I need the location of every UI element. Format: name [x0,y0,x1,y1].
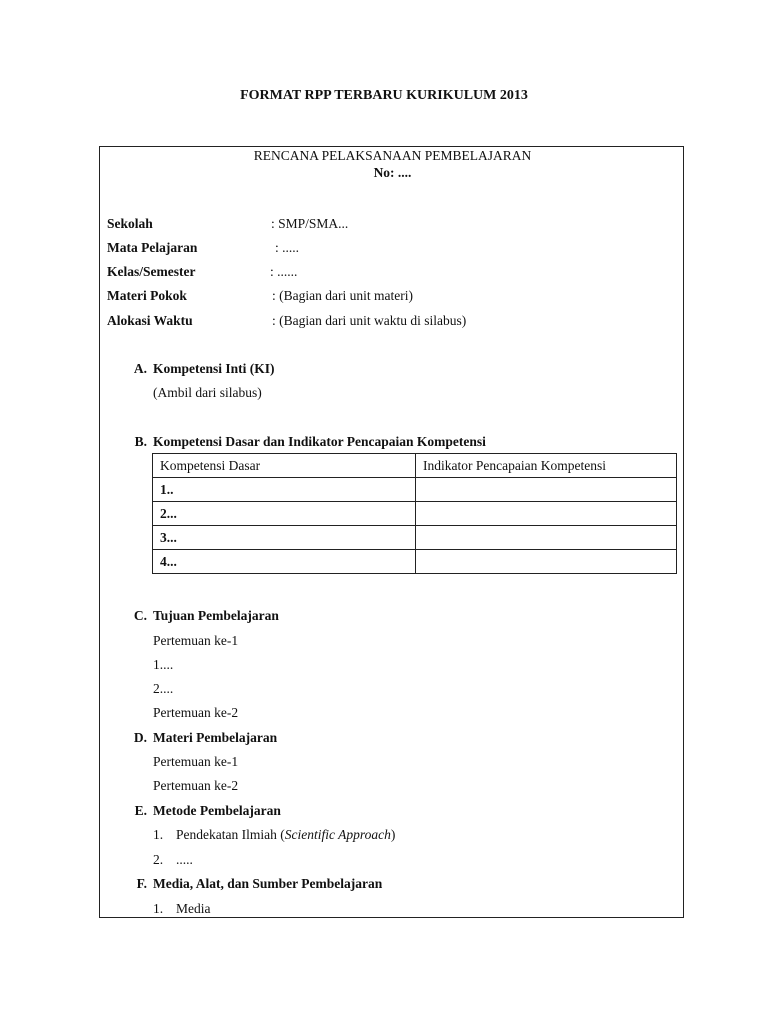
identity-value-alokasi-waktu: : (Bagian dari unit waktu di silabus) [272,313,467,328]
identity-label-kelas-semester: Kelas/Semester [107,264,196,279]
table-row [153,502,677,526]
section-f-title: Media, Alat, dan Sumber Pembelajaran [153,876,383,891]
section-f-item-text: Media [176,901,211,916]
table-cell-kd: 4... [153,550,416,574]
document-title: FORMAT RPP TERBARU KURIKULUM 2013 [240,88,528,103]
table-header-row [153,454,677,478]
section-e-item-number: 1. [153,827,164,842]
section-d-line: Pertemuan ke-2 [153,778,239,793]
section-b-title: Kompetensi Dasar dan Indikator Pencapaian Kompetensi [153,434,486,449]
table-row [153,550,677,574]
section-a-letter: A. [133,361,147,376]
identity-label-sekolah: Sekolah [107,216,153,231]
section-e-item-number: 2. [153,852,164,867]
identity-label-alokasi-waktu: Alokasi Waktu [107,313,193,328]
section-d-line: Pertemuan ke-1 [153,754,239,769]
table-cell-kd: 3... [153,526,416,550]
table-header-kompetensi-dasar: Kompetensi Dasar [153,454,416,478]
identity-label-materi-pokok: Materi Pokok [107,288,187,303]
section-e-item-text: ..... [176,852,193,867]
table-cell-kd: 1.. [153,478,416,502]
identity-value-sekolah: : SMP/SMA... [271,216,349,231]
kompetensi-table [152,453,677,574]
table-cell-indikator [416,478,677,502]
section-e-title: Metode Pembelajaran [153,803,281,818]
identity-value-mata-pelajaran: : ..... [275,240,300,255]
form-title: RENCANA PELAKSANAAN PEMBELAJARAN [253,148,532,163]
table-cell-indikator [416,526,677,550]
table-cell-kd: 2... [153,502,416,526]
table-cell-indikator [416,550,677,574]
section-b-letter: B. [134,434,147,449]
section-c-line: Pertemuan ke-1 [153,633,239,648]
section-c-line: Pertemuan ke-2 [153,705,239,720]
table-header-indikator: Indikator Pencapaian Kompetensi [416,454,677,478]
section-c-title: Tujuan Pembelajaran [153,608,279,623]
section-e-item-italic: Scientific Approach [284,827,391,842]
section-e-letter: E. [134,803,147,818]
section-f-item-number: 1. [153,901,164,916]
section-d-letter: D. [133,730,147,745]
identity-value-materi-pokok: : (Bagian dari unit materi) [272,288,413,303]
form-number: No: .... [373,165,412,180]
section-e-item [176,827,395,843]
table-row [153,478,677,502]
section-d-title: Materi Pembelajaran [153,730,278,745]
identity-value-kelas-semester: : ...... [270,264,298,279]
identity-label-mata-pelajaran: Mata Pelajaran [107,240,198,255]
section-e-item-text: Pendekatan Ilmiah ( [176,827,285,842]
section-c-letter: C. [133,608,147,623]
section-e-item-after: ) [390,827,396,842]
section-a-body: (Ambil dari silabus) [153,385,262,400]
section-c-line: 1.... [153,657,174,672]
section-a-title: Kompetensi Inti (KI) [153,361,275,376]
table-row [153,526,677,550]
section-f-letter: F. [136,876,147,891]
table-cell-indikator [416,502,677,526]
section-c-line: 2.... [153,681,174,696]
